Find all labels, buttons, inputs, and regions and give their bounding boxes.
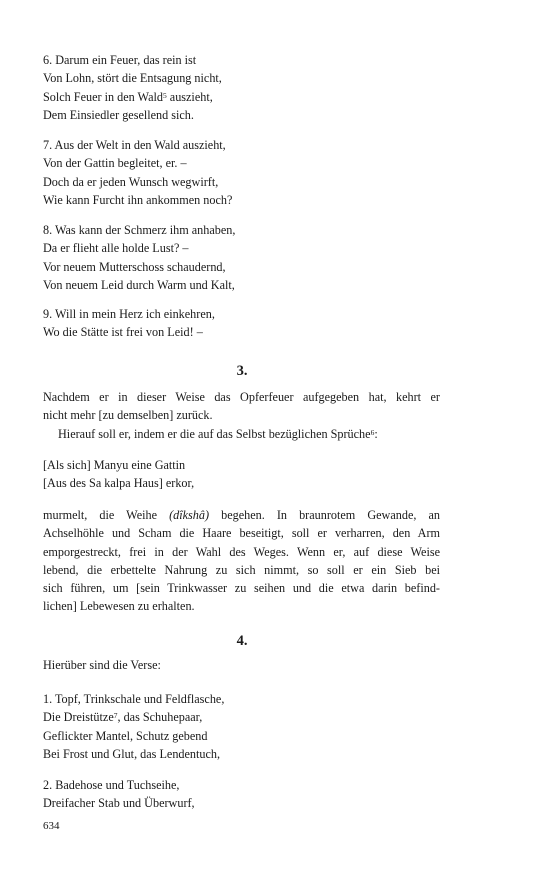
paragraph-line bbox=[43, 506, 440, 524]
verse-stanza-6 bbox=[43, 51, 443, 124]
page-number: 634 bbox=[43, 820, 60, 832]
paragraph bbox=[43, 656, 440, 674]
paragraph bbox=[43, 388, 440, 443]
paragraph-text: murmelt, die Weihe bbox=[43, 508, 170, 522]
paragraph bbox=[43, 506, 440, 616]
verse-line: 1. Topf, Trinkschale und Feldflasche, bbox=[43, 692, 225, 706]
paragraph-line bbox=[43, 425, 440, 443]
paragraph-line: Achselhöhle und Scham die Haare beseitigt, soll er verharren, den Arm bbox=[43, 526, 440, 541]
paragraph-text: Hierauf soll er, indem er die auf das Selbst bezüglichen Sprüche bbox=[58, 426, 371, 441]
paragraph-line: sich führen, um [sein Trinkwasser zu seihen und die etwa darin befind- bbox=[43, 581, 440, 596]
paragraph-line: lichen] Lebewesen zu erhalten. bbox=[43, 599, 195, 614]
verse-line: 6. Darum ein Feuer, das rein ist bbox=[43, 53, 197, 67]
verse-text: , das Schuhepaar, bbox=[117, 710, 203, 725]
verse-line: 7. Aus der Welt in den Wald auszieht, bbox=[43, 138, 226, 152]
paragraph-line: nicht mehr [zu demselben] zurück. bbox=[43, 408, 213, 423]
verse-text: Solch Feuer in den Wald bbox=[43, 89, 163, 104]
verse-line: Dreifacher Stab und Überwurf, bbox=[43, 796, 195, 811]
footnote-marker: 6 bbox=[370, 427, 375, 437]
verse-line: Bei Frost und Glut, das Lendentuch, bbox=[43, 746, 221, 761]
paragraph-text: begehen. In braunrotem Gewande, an bbox=[209, 508, 440, 522]
verse-stanza-1 bbox=[43, 690, 443, 763]
verse-text: Die Dreistütze bbox=[43, 710, 114, 725]
verse-stanza-9 bbox=[43, 305, 443, 342]
footnote-marker: 5 bbox=[162, 90, 167, 100]
section-heading-3: 3. bbox=[236, 363, 248, 379]
paragraph-line: Nachdem er in dieser Weise das Opferfeuer aufgegeben hat, kehrt er bbox=[43, 390, 440, 404]
verse-line: Wo die Stätte ist frei von Leid! – bbox=[43, 325, 203, 340]
mantra-quote bbox=[43, 456, 440, 493]
paragraph-text: : bbox=[374, 426, 378, 441]
verse-line: Von Lohn, stört die Entsagung nicht, bbox=[43, 71, 222, 86]
quote-line: [Aus des Sa kalpa Haus] erkor, bbox=[43, 476, 195, 491]
verse-line: Dem Einsiedler gesellend sich. bbox=[43, 107, 194, 122]
verse-line: Geflickter Mantel, Schutz gebend bbox=[43, 728, 208, 743]
verse-line bbox=[43, 708, 443, 726]
verse-line: Da er flieht alle holde Lust? – bbox=[43, 241, 189, 256]
verse-line: 9. Will in mein Herz ich einkehren, bbox=[43, 307, 215, 321]
paragraph-line: emporgestreckt, frei in der Wahl des Weges. Wenn er, auf diese Weise bbox=[43, 544, 440, 559]
term-diksha: (dîkshâ) bbox=[169, 508, 210, 522]
section-heading-4: 4. bbox=[236, 633, 248, 649]
verse-text: auszieht, bbox=[166, 89, 213, 104]
verse-line: Doch da er jeden Wunsch wegwirft, bbox=[43, 174, 219, 189]
verse-line: Vor neuem Mutterschoss schaudernd, bbox=[43, 259, 226, 274]
verse-line: Wie kann Furcht ihn ankommen noch? bbox=[43, 192, 233, 207]
verse-stanza-8 bbox=[43, 221, 443, 294]
verse-stanza-7 bbox=[43, 136, 443, 209]
verse-line bbox=[43, 88, 443, 106]
paragraph-line: Hierüber sind die Verse: bbox=[43, 658, 161, 672]
footnote-marker: 7 bbox=[113, 711, 118, 721]
verse-line: 8. Was kann der Schmerz ihm anhaben, bbox=[43, 223, 236, 237]
quote-line: [Als sich] Manyu eine Gattin bbox=[43, 458, 186, 472]
verse-line: 2. Badehose und Tuchseihe, bbox=[43, 778, 180, 792]
paragraph-line: lebend, die erbettelte Nahrung zu sich nimmt, so soll er ein Sieb bei bbox=[43, 562, 440, 577]
verse-stanza-2 bbox=[43, 776, 443, 813]
verse-line: Von der Gattin begleitet, er. – bbox=[43, 156, 187, 171]
verse-line: Von neuem Leid durch Warm und Kalt, bbox=[43, 277, 235, 292]
